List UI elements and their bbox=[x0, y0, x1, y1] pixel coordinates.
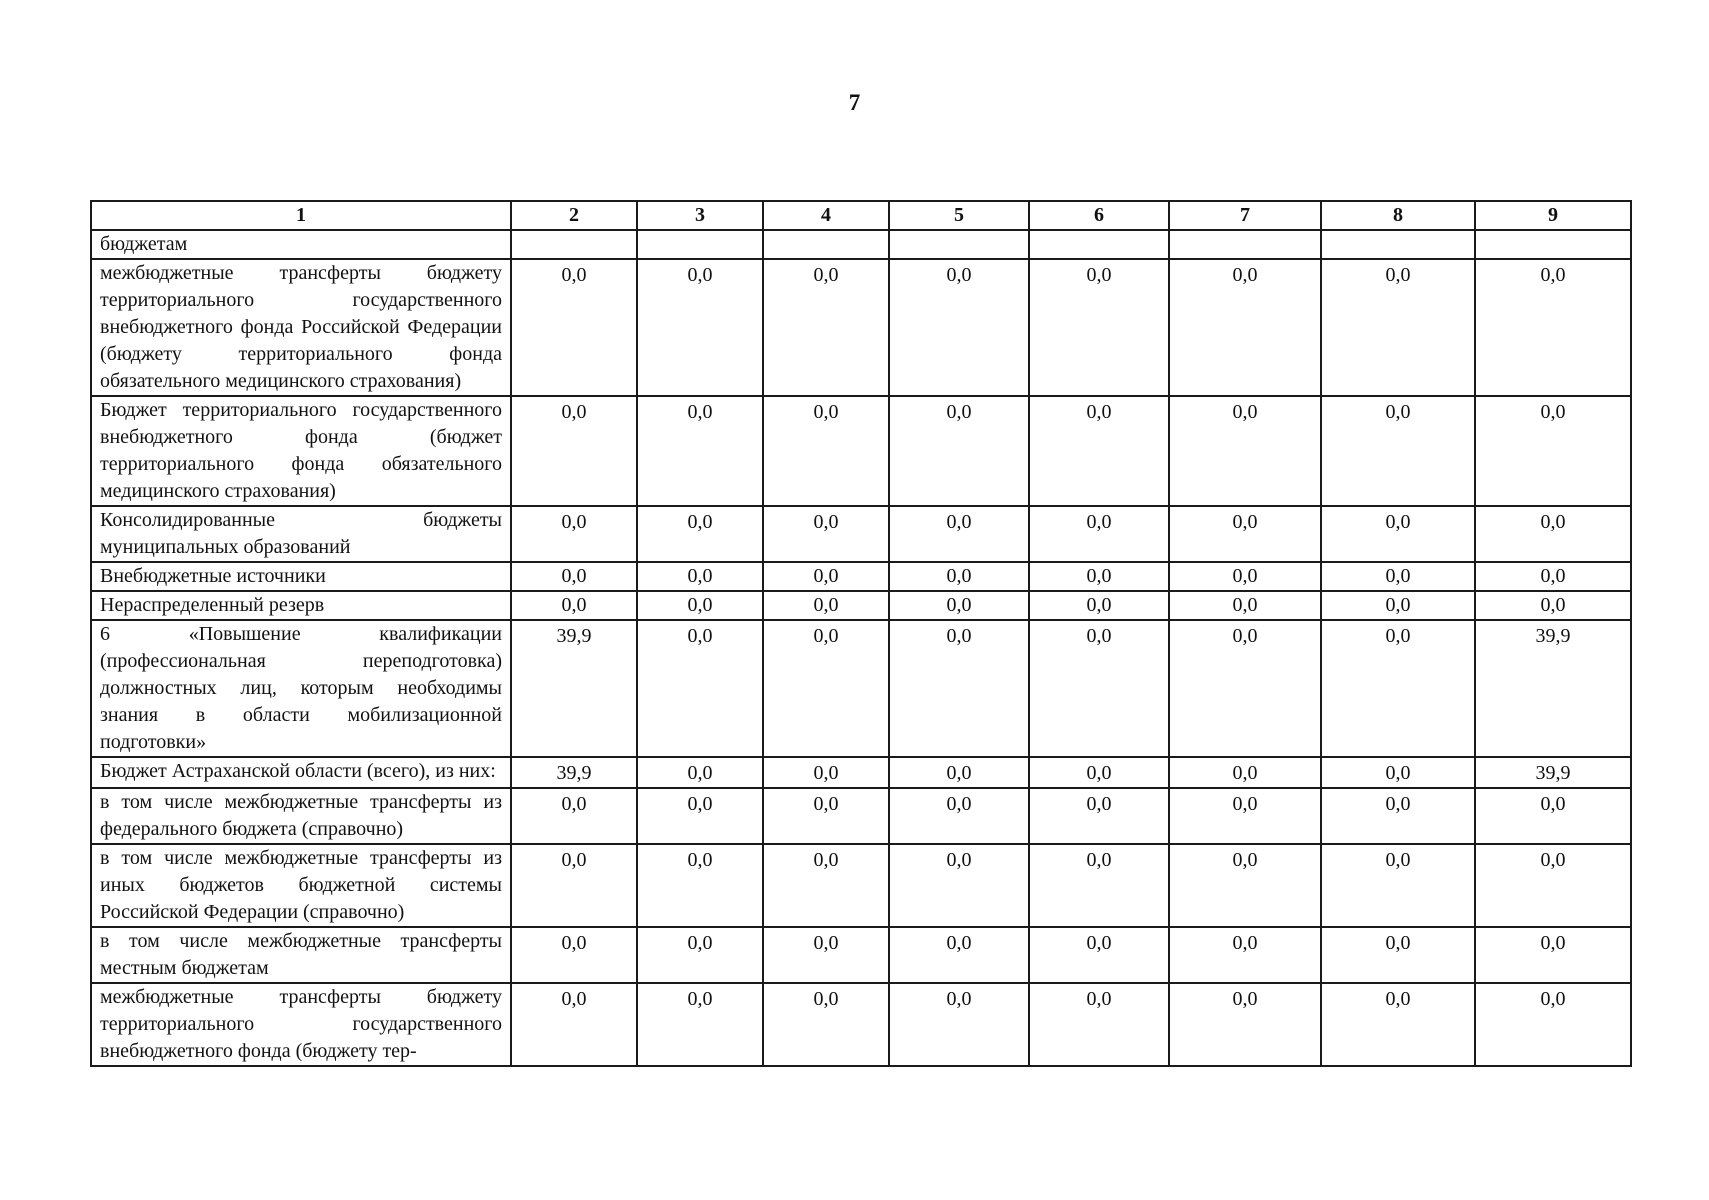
cell-value: 0,0 bbox=[763, 788, 889, 844]
row-label: в том числе межбюджетные трансферты местным бюджетам bbox=[91, 927, 511, 983]
cell-value: 0,0 bbox=[1169, 844, 1321, 927]
row-label: Бюджет Астраханской области (всего), из них: bbox=[91, 757, 511, 788]
row-label: межбюджетные трансферты бюджету территориального государственного внебюджетного фонда Российской Федерации (бюджету территориального фонда обязательного медицинского страхования) bbox=[91, 259, 511, 396]
cell-value: 0,0 bbox=[1475, 927, 1631, 983]
cell-value: 0,0 bbox=[637, 591, 763, 620]
table-row bbox=[91, 620, 1631, 757]
cell-value bbox=[1169, 230, 1321, 259]
column-header: 2 bbox=[511, 201, 637, 230]
cell-value: 0,0 bbox=[1029, 788, 1169, 844]
cell-value: 0,0 bbox=[637, 396, 763, 506]
cell-value: 0,0 bbox=[889, 506, 1029, 562]
cell-value bbox=[511, 230, 637, 259]
cell-value bbox=[763, 230, 889, 259]
table-row bbox=[91, 396, 1631, 506]
column-header: 9 bbox=[1475, 201, 1631, 230]
column-header: 5 bbox=[889, 201, 1029, 230]
cell-value: 0,0 bbox=[1169, 506, 1321, 562]
cell-value: 0,0 bbox=[1169, 788, 1321, 844]
cell-value: 0,0 bbox=[763, 757, 889, 788]
cell-value: 0,0 bbox=[637, 927, 763, 983]
table-row bbox=[91, 757, 1631, 788]
column-header: 8 bbox=[1321, 201, 1475, 230]
cell-value: 0,0 bbox=[1169, 620, 1321, 757]
row-label: Внебюджетные источники bbox=[91, 562, 511, 591]
cell-value: 0,0 bbox=[1475, 396, 1631, 506]
table-row bbox=[91, 844, 1631, 927]
cell-value: 0,0 bbox=[763, 844, 889, 927]
cell-value: 0,0 bbox=[763, 396, 889, 506]
cell-value: 0,0 bbox=[1321, 506, 1475, 562]
cell-value: 0,0 bbox=[1029, 562, 1169, 591]
table-row bbox=[91, 983, 1631, 1066]
row-label: в том числе межбюджетные трансферты из федерального бюджета (справочно) bbox=[91, 788, 511, 844]
cell-value: 0,0 bbox=[889, 983, 1029, 1066]
cell-value: 0,0 bbox=[1475, 562, 1631, 591]
cell-value: 0,0 bbox=[889, 591, 1029, 620]
cell-value: 0,0 bbox=[1169, 757, 1321, 788]
cell-value: 0,0 bbox=[889, 562, 1029, 591]
cell-value: 0,0 bbox=[511, 396, 637, 506]
row-label: 6 «Повышение квалификации (профессиональная переподготовка) должностных лиц, которым необходимы знания в области мобилизационной подготовки» bbox=[91, 620, 511, 757]
cell-value: 0,0 bbox=[1029, 620, 1169, 757]
cell-value: 0,0 bbox=[637, 562, 763, 591]
row-label: Нераспределенный резерв bbox=[91, 591, 511, 620]
cell-value: 0,0 bbox=[1321, 757, 1475, 788]
cell-value: 0,0 bbox=[511, 506, 637, 562]
table-row bbox=[91, 591, 1631, 620]
column-header: 1 bbox=[91, 201, 511, 230]
cell-value: 0,0 bbox=[637, 844, 763, 927]
column-header: 4 bbox=[763, 201, 889, 230]
cell-value: 0,0 bbox=[1029, 757, 1169, 788]
column-header: 7 bbox=[1169, 201, 1321, 230]
cell-value: 39,9 bbox=[511, 620, 637, 757]
cell-value: 0,0 bbox=[511, 788, 637, 844]
cell-value: 0,0 bbox=[1029, 259, 1169, 396]
cell-value: 0,0 bbox=[1321, 788, 1475, 844]
cell-value: 0,0 bbox=[637, 788, 763, 844]
cell-value bbox=[1475, 230, 1631, 259]
cell-value: 0,0 bbox=[1029, 506, 1169, 562]
cell-value: 0,0 bbox=[1029, 927, 1169, 983]
cell-value: 0,0 bbox=[1029, 591, 1169, 620]
cell-value: 0,0 bbox=[1321, 983, 1475, 1066]
cell-value: 0,0 bbox=[889, 757, 1029, 788]
cell-value: 0,0 bbox=[1169, 396, 1321, 506]
cell-value: 0,0 bbox=[1029, 844, 1169, 927]
cell-value: 0,0 bbox=[1475, 506, 1631, 562]
cell-value: 0,0 bbox=[637, 506, 763, 562]
cell-value: 0,0 bbox=[637, 259, 763, 396]
cell-value: 0,0 bbox=[763, 983, 889, 1066]
cell-value: 0,0 bbox=[637, 620, 763, 757]
cell-value bbox=[1321, 230, 1475, 259]
cell-value: 0,0 bbox=[637, 757, 763, 788]
column-header: 3 bbox=[637, 201, 763, 230]
cell-value: 0,0 bbox=[889, 844, 1029, 927]
row-label: Бюджет территориального государственного внебюджетного фонда (бюджет территориального фонда обязательного медицинского страхования) bbox=[91, 396, 511, 506]
cell-value: 0,0 bbox=[511, 983, 637, 1066]
cell-value: 39,9 bbox=[1475, 620, 1631, 757]
cell-value: 0,0 bbox=[889, 259, 1029, 396]
cell-value: 0,0 bbox=[1169, 562, 1321, 591]
cell-value: 39,9 bbox=[511, 757, 637, 788]
row-label: бюджетам bbox=[91, 230, 511, 259]
cell-value: 0,0 bbox=[1475, 844, 1631, 927]
page-number: 7 bbox=[848, 90, 861, 115]
cell-value: 0,0 bbox=[1029, 396, 1169, 506]
cell-value: 0,0 bbox=[511, 844, 637, 927]
cell-value: 0,0 bbox=[511, 591, 637, 620]
row-label: межбюджетные трансферты бюджету территориального государственного внебюджетного фонда (бюджету тер- bbox=[91, 983, 511, 1066]
row-label: Консолидированные бюджеты муниципальных образований bbox=[91, 506, 511, 562]
cell-value: 0,0 bbox=[1321, 562, 1475, 591]
cell-value: 0,0 bbox=[1475, 259, 1631, 396]
table-row bbox=[91, 230, 1631, 259]
table-row bbox=[91, 259, 1631, 396]
cell-value: 0,0 bbox=[637, 983, 763, 1066]
cell-value: 0,0 bbox=[511, 927, 637, 983]
cell-value: 0,0 bbox=[889, 620, 1029, 757]
cell-value: 0,0 bbox=[1321, 259, 1475, 396]
cell-value: 0,0 bbox=[763, 259, 889, 396]
cell-value: 0,0 bbox=[1169, 927, 1321, 983]
cell-value: 0,0 bbox=[1475, 983, 1631, 1066]
table-row bbox=[91, 562, 1631, 591]
column-header: 6 bbox=[1029, 201, 1169, 230]
cell-value: 0,0 bbox=[1321, 620, 1475, 757]
cell-value: 0,0 bbox=[1169, 259, 1321, 396]
cell-value: 0,0 bbox=[1321, 396, 1475, 506]
cell-value bbox=[637, 230, 763, 259]
cell-value bbox=[889, 230, 1029, 259]
cell-value bbox=[1029, 230, 1169, 259]
cell-value: 0,0 bbox=[1321, 844, 1475, 927]
cell-value: 0,0 bbox=[763, 506, 889, 562]
cell-value: 0,0 bbox=[511, 562, 637, 591]
cell-value: 0,0 bbox=[1475, 788, 1631, 844]
cell-value: 0,0 bbox=[1169, 591, 1321, 620]
table-row bbox=[91, 506, 1631, 562]
cell-value: 0,0 bbox=[889, 927, 1029, 983]
cell-value: 0,0 bbox=[1475, 591, 1631, 620]
cell-value: 0,0 bbox=[763, 620, 889, 757]
cell-value: 0,0 bbox=[763, 927, 889, 983]
cell-value: 0,0 bbox=[889, 788, 1029, 844]
cell-value: 0,0 bbox=[511, 259, 637, 396]
cell-value: 0,0 bbox=[1321, 927, 1475, 983]
budget-table bbox=[90, 200, 1632, 1067]
cell-value: 0,0 bbox=[1029, 983, 1169, 1066]
cell-value: 0,0 bbox=[1169, 983, 1321, 1066]
row-label: в том числе межбюджетные трансферты из иных бюджетов бюджетной системы Российской Федерации (справочно) bbox=[91, 844, 511, 927]
cell-value: 0,0 bbox=[763, 591, 889, 620]
cell-value: 39,9 bbox=[1475, 757, 1631, 788]
cell-value: 0,0 bbox=[763, 562, 889, 591]
table-row bbox=[91, 927, 1631, 983]
header-row bbox=[91, 201, 1631, 230]
cell-value: 0,0 bbox=[889, 396, 1029, 506]
table-row bbox=[91, 788, 1631, 844]
cell-value: 0,0 bbox=[1321, 591, 1475, 620]
